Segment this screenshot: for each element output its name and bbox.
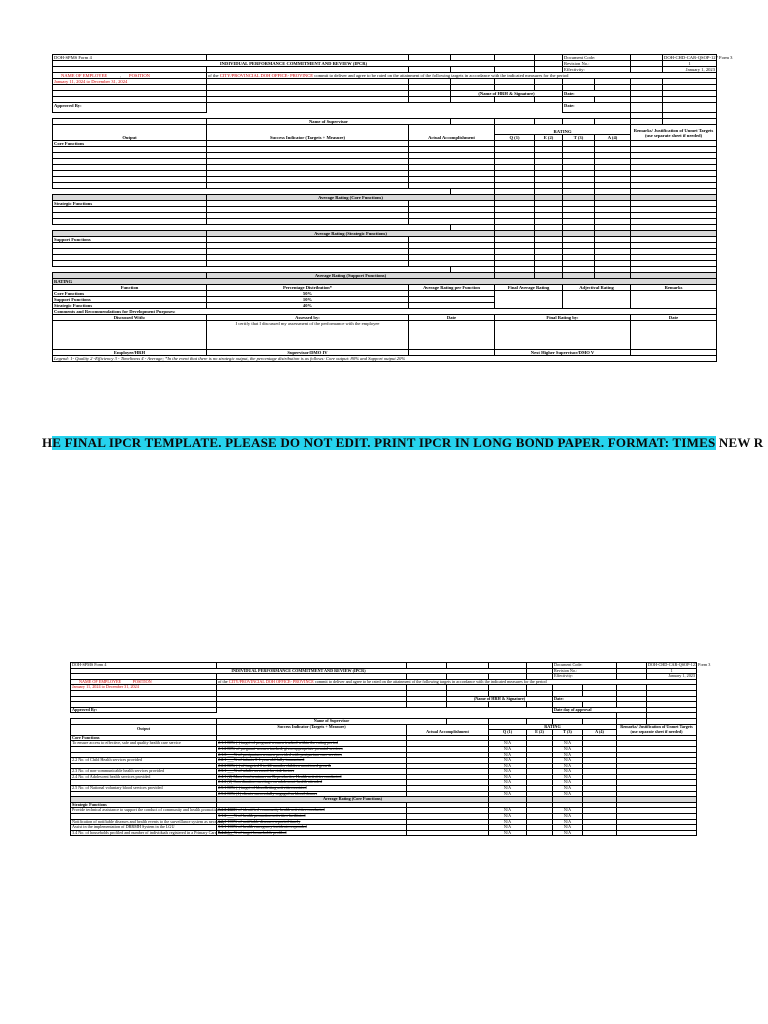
date-label: Date: <box>563 91 631 97</box>
col-output: Output <box>53 125 207 141</box>
output-cell: 2.2 No. of Child Health services provided <box>71 758 217 764</box>
rating-e-cell <box>527 830 553 836</box>
indicator-cell: 3.3.1 100% of health emergency incidents responded <box>217 825 407 831</box>
doc-code-label: Document Code: <box>563 55 631 61</box>
indicator-cell: 3.1.1 100% of identified community health activities conducted <box>217 808 407 814</box>
indicator-cell: 2.5.1 80% ( ) target of bloodletting activities assisted <box>217 786 407 792</box>
employee-signature-box[interactable] <box>53 321 207 350</box>
col-t: T (3) <box>553 730 583 736</box>
rating-t-cell: N/A <box>553 780 583 786</box>
supervisor-name: Name of Supervisor <box>217 718 447 724</box>
revision-label: Revision No.: <box>553 668 617 674</box>
summary-row-pct: 40% <box>207 303 409 309</box>
commitment-statement: of the CITY/PROVINCIAL DOH OFFICE- PROVINCE commit to deliver and agree to be rated on the attainment of the following targets in accordance with the indicated measures for the period <box>217 679 697 685</box>
rating-t-cell: N/A <box>553 758 583 764</box>
rating-q-cell: N/A <box>489 780 527 786</box>
revision-label: Revision No.: <box>563 61 631 67</box>
col-q: Q (1) <box>489 730 527 736</box>
form-code: DOH-SPMS Form 4 <box>71 663 217 669</box>
rating-t-cell: N/A <box>553 741 583 747</box>
effectivity-value: January 1, 2023 <box>663 67 717 73</box>
summary-row-label: Core Functions <box>53 291 207 297</box>
col-success-indicator: Success Indicator (Targets + Measure) <box>207 125 409 141</box>
col-e: E (2) <box>535 135 563 141</box>
col-remarks-justification: Remarks/ Justification of Unmet Targets (use separate sheet if needed) <box>631 125 717 141</box>
output-cell: 2.3 No. of non-communicable health services provided <box>71 769 217 775</box>
indicator-cell: 2.3.1 ___% of adults screened for risk factors <box>217 769 407 775</box>
rating-q-cell: N/A <box>489 774 527 780</box>
hrh-signature-label: (Name of HRH & Signature) <box>451 91 563 97</box>
col-success-indicator: Success Indicator (Targets + Measure) <box>217 724 407 735</box>
strategic-functions-heading: Strategic Functions <box>53 201 207 207</box>
template-warning-banner: HE FINAL IPCR TEMPLATE. PLEASE DO NOT EDIT. PRINT IPCR IN LONG BOND PAPER. FORMAT: TIMES NEW R <box>42 435 764 450</box>
strategic-functions-heading: Strategic Functions <box>71 802 217 808</box>
rating-t-cell: N/A <box>553 752 583 758</box>
rating-q-cell: N/A <box>489 769 527 775</box>
indicator-cell: 2.5.2 80% (1) clients successfully engaged as blood donors <box>217 791 407 797</box>
avg-strategic: Average Rating (Strategic Functions) <box>207 231 495 237</box>
core-rows <box>71 741 697 797</box>
effectivity-value: January 1, 2023 <box>647 674 697 680</box>
indicator-cell: 2.2.1 ___% of infants 0-1 year old fully immunized <box>217 758 407 764</box>
form-title: INDIVIDUAL PERFORMANCE COMMITMENT AND REVIEW (IPCR) <box>53 61 535 67</box>
output-cell: To ensure access to effective, safe and quality health care service <box>71 741 217 747</box>
approved-by-label: Approved By: <box>71 707 217 713</box>
avg-support: Average Rating (Support Functions) <box>207 273 495 279</box>
revision-value: 1 <box>663 61 717 67</box>
rating-t-cell: N/A <box>553 769 583 775</box>
supervisor-name: Name of Supervisor <box>207 119 451 125</box>
output-cell: 2.5 No. of National voluntary blood services provided <box>71 786 217 792</box>
indicator-cell: 2.1.3 ___% of postpartum women provided with postpartum care services <box>217 752 407 758</box>
ipcr-form-page2 <box>70 662 711 836</box>
summary-col-final: Final Average Rating <box>495 285 563 291</box>
indicator-cell: 3.4.1 ___% of target households profiled <box>217 830 407 836</box>
output-cell: Notification of notifiable diseases and health events to the surveillance system as necessary <box>72 818 226 824</box>
revision-value: 1 <box>647 668 697 674</box>
employee-name-field[interactable]: NAME OF EMPLOYEE POSITION <box>71 679 217 685</box>
col-output: Output <box>71 724 217 735</box>
core-functions-heading: Core Functions <box>71 735 217 741</box>
employee-name-field[interactable]: NAME OF EMPLOYEE , POSITION <box>53 73 207 79</box>
indicator-cell: 3.2.1 100% of notifiable diseases reported timely <box>217 819 407 825</box>
col-rating: RATING <box>489 724 617 730</box>
col-actual-accomplishment: Actual Accomplishment <box>409 125 495 141</box>
date-label-2: Date: <box>563 103 631 113</box>
summary-col-remarks: Remarks <box>631 285 717 291</box>
rating-q-cell: N/A <box>489 830 527 836</box>
output-cell: 3.4 No. of households profiled and number of individuals registered in a Primary Care Provider <box>72 829 233 835</box>
rating-a-cell <box>583 830 617 836</box>
rating-q-cell: N/A <box>489 763 527 769</box>
table-row <box>71 830 697 836</box>
output-cell: 2.4 No. of Adolescent health services provided <box>71 774 217 780</box>
ipcr-header-table <box>52 54 733 362</box>
summary-row-label: Support Functions <box>53 297 207 303</box>
effectivity-label: Effectivity: <box>563 67 631 73</box>
rating-q-cell: N/A <box>489 791 527 797</box>
indicator-cell: 2.1.2 80% of pregnant women tracked, given appropriate prenatal services <box>217 746 407 752</box>
remarks-cell <box>617 830 697 836</box>
ipcr-form-page1 <box>52 54 733 362</box>
rating-q-cell: N/A <box>489 786 527 792</box>
rating-t-cell: N/A <box>553 808 583 814</box>
strategic-rows <box>71 808 697 836</box>
summary-row-pct: 10% <box>207 297 409 303</box>
rating-q-cell: N/A <box>489 819 527 825</box>
rating-t-cell: N/A <box>553 830 583 836</box>
col-remarks-justification: Remarks/ Justification of Unmet Targets (use separate sheet if needed) <box>617 724 697 735</box>
date-label: Date: <box>553 696 617 702</box>
effectivity-label: Effectivity: <box>553 674 617 680</box>
col-q: Q (1) <box>495 135 535 141</box>
comments-heading: Comments and Recommendations for Development Purposes: <box>53 309 717 315</box>
avg-core: Average Rating (Core Functions) <box>217 797 489 803</box>
output-cell: Provide technical assistance to support the conduct of community and health promotion activities <box>72 807 236 813</box>
rating-q-cell: N/A <box>489 741 527 747</box>
rating-t-cell: N/A <box>553 763 583 769</box>
col-t: T (3) <box>563 135 595 141</box>
indicator-cell: 3.1.2 ___% of health promotion activities facilitated <box>217 814 407 820</box>
accomplishment-cell <box>407 830 489 836</box>
summary-row-pct: 50% <box>207 291 409 297</box>
summary-col-adjectival: Adjectival Rating <box>563 285 631 291</box>
rating-t-cell: N/A <box>553 791 583 797</box>
discussed-with: Discussed With: <box>53 315 207 321</box>
rating-t-cell: N/A <box>553 819 583 825</box>
indicator-cell: 2.2.2 80% ( ) of targeted 0 to 24 months children monitored growth <box>217 763 407 769</box>
support-functions-heading: Support Functions <box>53 237 207 243</box>
rating-t-cell: N/A <box>553 786 583 792</box>
rating-q-cell: N/A <box>489 825 527 831</box>
ipcr-filled-table <box>70 662 711 836</box>
summary-col-percentage: Percentage Distribution* <box>207 285 409 291</box>
col-actual-accomplishment: Actual Accomplishment <box>407 724 489 735</box>
rating-q-cell: N/A <box>489 814 527 820</box>
legend: Legend: 1- Quality 2 -Efficiency 3 - Timeliness 4 - Average; *In the event that there is no strategic output, the percentage distribution is as follows: Core output: 80% and Support output 20% <box>53 356 717 362</box>
doc-code-label: Document Code: <box>553 663 617 669</box>
rating-period: January 11, 2024 to December 31, 2024 <box>53 79 207 85</box>
summary-rating-title: RATING <box>53 279 717 285</box>
date-col-2: Date <box>631 315 717 321</box>
rating-t-cell: N/A <box>553 825 583 831</box>
col-rating: RATING <box>495 125 631 135</box>
date-col-1: Date <box>409 315 495 321</box>
doc-code-value: DOH-CHD-CAR-QSOP-127 Form 3 <box>648 662 711 667</box>
approved-by-label: Approved By: <box>53 103 207 113</box>
rating-q-cell: N/A <box>489 808 527 814</box>
rating-period: January 11, 2024 to December 31, 2024 <box>71 685 217 691</box>
indicator-cell: 2.4.2 (2) Coordination meetings on adolescent health attended <box>217 780 407 786</box>
summary-row-label: Strategic Functions <box>53 303 207 309</box>
rating-q-cell: N/A <box>489 746 527 752</box>
form-code: DOH-SPMS Form 4 <box>53 55 207 61</box>
assessed-by: Assessed by: <box>207 315 409 321</box>
certify-statement: I certify that I discussed my assessment of the performance with the employee <box>207 321 409 350</box>
rating-t-cell: N/A <box>553 814 583 820</box>
col-a: A (4) <box>583 730 617 736</box>
rating-q-cell: N/A <box>489 758 527 764</box>
final-signature-box[interactable] <box>495 321 631 350</box>
date-of-approval: Date day of approval <box>553 707 647 713</box>
core-functions-heading: Core Functions <box>53 141 207 147</box>
summary-col-avg: Average Rating per Function <box>409 285 495 291</box>
final-rating-by: Final Rating by: <box>495 315 631 321</box>
rating-t-cell: N/A <box>553 774 583 780</box>
next-higher-label: Next Higher Supervisor/DMO V <box>495 350 631 356</box>
rating-t-cell: N/A <box>553 746 583 752</box>
indicator-cell: 2.1.1 80% ( ) target of pregnant women tracked within the rating period <box>217 741 407 747</box>
form-title: INDIVIDUAL PERFORMANCE COMMITMENT AND REVIEW (IPCR) <box>71 668 527 674</box>
col-e: E (2) <box>527 730 553 736</box>
employee-hrh-label: Employee/HRH <box>53 350 207 356</box>
rating-q-cell: N/A <box>489 752 527 758</box>
col-a: A (4) <box>595 135 631 141</box>
doc-code-value: DOH-CHD-CAR-QSOP-127 Form 3 <box>664 55 733 60</box>
summary-col-function: Function <box>53 285 207 291</box>
supervisor-label: Supervisor/DMO IV <box>207 350 409 356</box>
indicator-cell: 2.4.1 (2) Mass fora/seminars on Reproductive Health activities conducted <box>217 774 407 780</box>
avg-core: Average Rating (Core Functions) <box>207 195 495 201</box>
output-cell: Assist in the implementation of DRRMH System in the LGU <box>71 825 217 831</box>
commitment-statement: of the CITY/PROVINCIAL DOH OFFICE- PROVINCE commit to deliver and agree to be rated on the attainment of the following targets in accordance with the indicated measures for the period <box>207 73 717 79</box>
hrh-signature-label: (Name of HRH & Signature) <box>447 696 553 702</box>
